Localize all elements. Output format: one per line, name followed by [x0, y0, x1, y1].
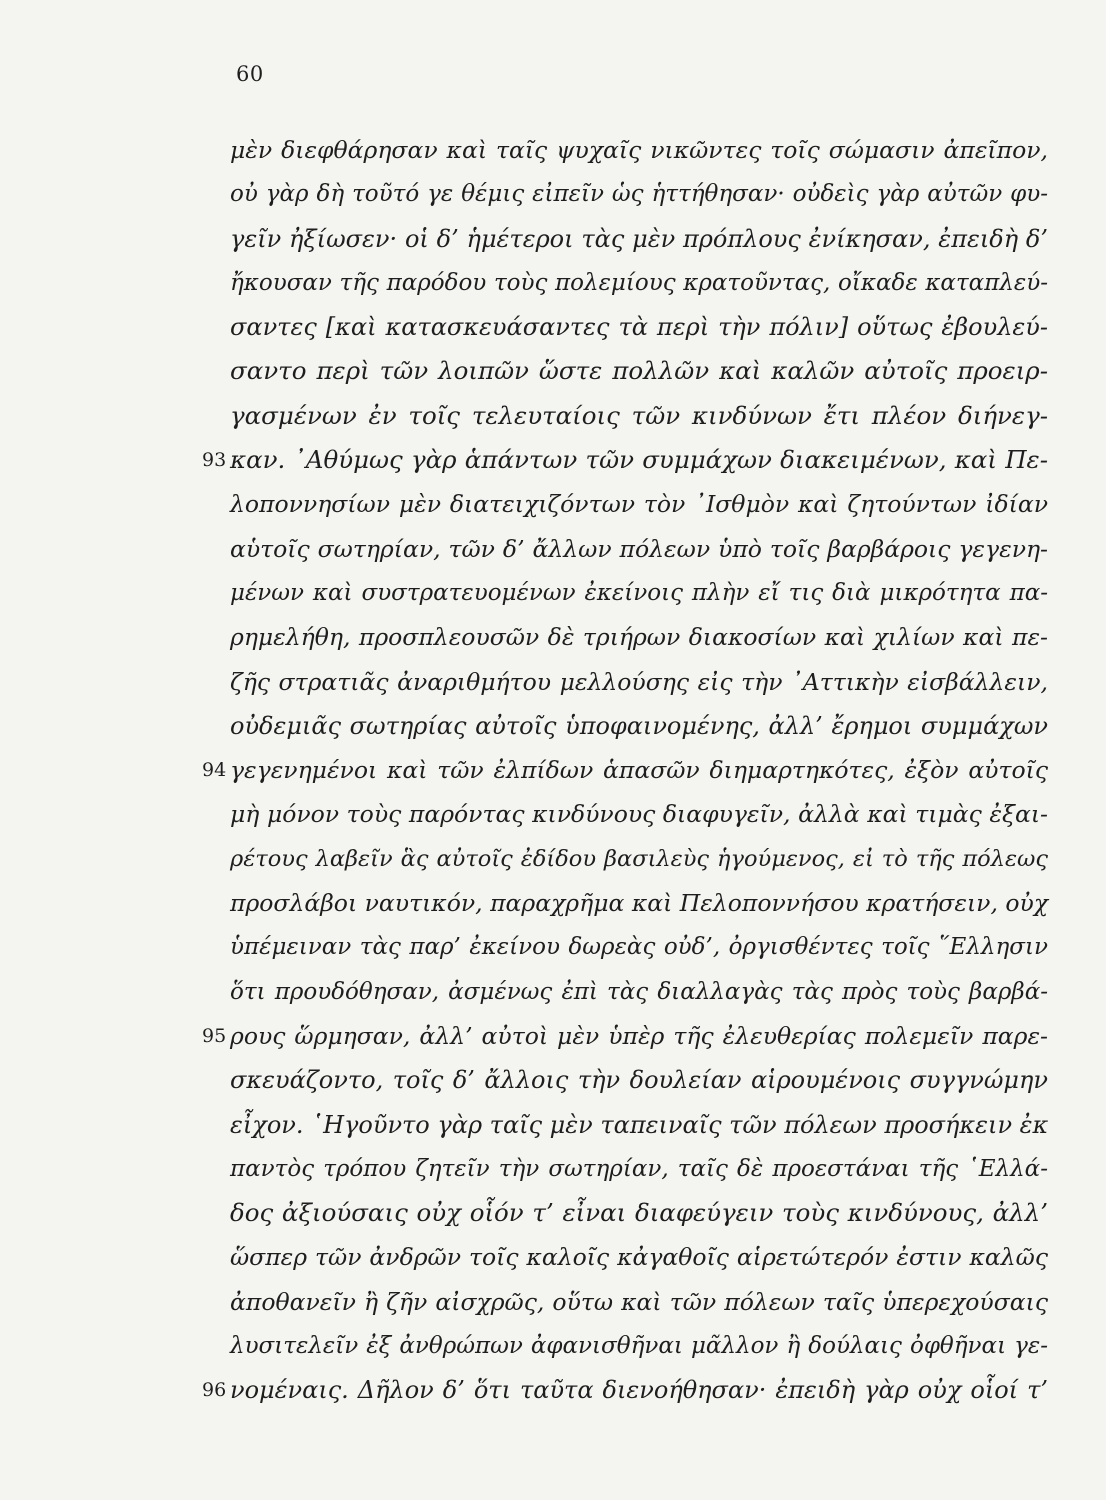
section-number: 93 — [202, 449, 227, 472]
text-line — [230, 615, 1048, 659]
text-line — [230, 925, 1048, 969]
text-line — [230, 527, 1048, 571]
line-text: σαντες [καὶ κατασκευάσαντες τὰ περὶ τὴν πόλιν] οὕτως ἐβουλεύ- — [230, 313, 1048, 342]
line-text: σκευάζοντο, τοῖς δ’ ἄλλοις τὴν δουλείαν αἱρουμένοις συγγνώμην — [230, 1066, 1048, 1095]
line-text: ὅτι προυδόθησαν, ἀσμένως ἐπὶ τὰς διαλλαγὰς τὰς πρὸς τοὺς βαρβά- — [230, 978, 1048, 1005]
line-text: μὲν διεφθάρησαν καὶ ταῖς ψυχαῖς νικῶντες τοῖς σώμασιν ἀπεῖπον, — [230, 136, 1048, 164]
line-text: αὑτοῖς σωτηρίαν, τῶν δ’ ἄλλων πόλεων ὑπὸ τοῖς βαρβάροις γεγενη- — [230, 534, 1048, 563]
line-text: καν. ᾿Αθύμως γὰρ ἁπάντων τῶν συμμάχων διακειμένων, καὶ Πε- — [230, 445, 1048, 475]
line-text: λοποννησίων μὲν διατειχιζόντων τὸν ᾿Ισθμὸν καὶ ζητούντων ἰδίαν — [230, 490, 1048, 519]
line-text: ρέτους λαβεῖν ἃς αὐτοῖς ἐδίδου βασιλεὺς ἡγούμενος, εἰ τὸ τῆς πόλεως — [230, 845, 1048, 872]
text-line — [230, 1191, 1048, 1235]
text-line — [230, 349, 1048, 393]
line-text: εἶχον. ῾Ηγοῦντο γὰρ ταῖς μὲν ταπειναῖς τῶν πόλεων προσήκειν ἐκ — [230, 1110, 1049, 1139]
text-line — [230, 1280, 1048, 1324]
text-line — [230, 128, 1048, 172]
line-text: προσλάβοι ναυτικόν, παραχρῆμα καὶ Πελοποννήσου κρατήσειν, οὐχ — [230, 889, 1049, 918]
text-line — [230, 394, 1048, 438]
text-line — [230, 1324, 1048, 1368]
text-line — [230, 261, 1048, 305]
section-number: 95 — [202, 1024, 227, 1047]
line-text: ὥσπερ τῶν ἀνδρῶν τοῖς καλοῖς κἀγαθοῖς αἱρετώτερόν ἐστιν καλῶς — [230, 1243, 1048, 1272]
line-text: γεῖν ἠξίωσεν· οἱ δ’ ἡμέτεροι τὰς μὲν πρόπλους ἐνίκησαν, ἐπειδὴ δ’ — [230, 224, 1048, 253]
text-line — [230, 172, 1048, 216]
line-text: γεγενημένοι καὶ τῶν ἐλπίδων ἁπασῶν διημαρτηκότες, ἐξὸν αὐτοῖς — [230, 756, 1048, 785]
text-line — [230, 217, 1048, 261]
text-line — [230, 1147, 1048, 1191]
text-line — [230, 660, 1048, 704]
line-text: λυσιτελεῖν ἐξ ἀνθρώπων ἀφανισθῆναι μᾶλλον ἢ δούλαις ὀφθῆναι γε- — [230, 1333, 1048, 1360]
line-text: παντὸς τρόπου ζητεῖν τὴν σωτηρίαν, ταῖς δὲ προεστάναι τῆς ῾Ελλά- — [230, 1155, 1048, 1182]
text-line — [230, 970, 1048, 1014]
line-text: σαντο περὶ τῶν λοιπῶν ὥστε πολλῶν καὶ καλῶν αὐτοῖς προειρ- — [230, 356, 1048, 386]
text-line — [230, 1235, 1048, 1279]
text-line — [230, 482, 1048, 526]
text-line — [202, 438, 1048, 482]
line-text: δος ἀξιούσαις οὐχ οἷόν τ’ εἶναι διαφεύγειν τοὺς κινδύνους, ἀλλ’ — [230, 1198, 1048, 1228]
section-number: 96 — [202, 1379, 227, 1402]
line-text: ρους ὥρμησαν, ἀλλ’ αὐτοὶ μὲν ὑπὲρ τῆς ἐλευθερίας πολεμεῖν παρε- — [230, 1021, 1048, 1050]
line-text: μένων καὶ συστρατευομένων ἐκείνοις πλὴν εἴ τις διὰ μικρότητα πα- — [230, 579, 1048, 606]
text-line — [230, 1103, 1048, 1147]
line-text: ὑπέμειναν τὰς παρ’ ἐκείνου δωρεὰς οὐδ’, ὀργισθέντες τοῖς ῞Ελλησιν — [230, 934, 1048, 961]
greek-text-body — [202, 128, 1049, 1413]
line-text: νομέναις. Δῆλον δ’ ὅτι ταῦτα διενοήθησαν· ἐπειδὴ γὰρ οὐχ οἷοί τ’ — [230, 1376, 1048, 1405]
text-line — [230, 1058, 1048, 1102]
line-text: γασμένων ἐν τοῖς τελευταίοις τῶν κινδύνων ἔτι πλέον διήνεγ- — [230, 400, 1048, 430]
text-line — [230, 837, 1048, 881]
line-text: οὐδεμιᾶς σωτηρίας αὐτοῖς ὑποφαινομένης, ἀλλ’ ἔρημοι συμμάχων — [230, 711, 1048, 740]
text-line — [202, 1368, 1048, 1412]
page-number: 60 — [236, 62, 264, 86]
text-line — [202, 748, 1048, 792]
line-text: ρημελήθη, προσπλεουσῶν δὲ τριήρων διακοσίων καὶ χιλίων καὶ πε- — [230, 623, 1048, 652]
line-text: ζῆς στρατιᾶς ἀναριθμήτου μελλούσης εἰς τὴν ᾿Αττικὴν εἰσβάλλειν, — [230, 667, 1048, 696]
section-number: 94 — [202, 759, 227, 782]
line-text: μὴ μόνον τοὺς παρόντας κινδύνους διαφυγεῖν, ἀλλὰ καὶ τιμὰς ἐξαι- — [230, 800, 1048, 829]
text-line — [230, 881, 1048, 925]
text-line — [230, 571, 1048, 615]
text-line — [230, 305, 1048, 349]
text-line — [230, 704, 1048, 748]
line-text: οὐ γὰρ δὴ τοῦτό γε θέμις εἰπεῖν ὡς ἡττήθησαν· οὐδεὶς γὰρ αὐτῶν φυ- — [230, 181, 1048, 208]
line-text: ἤκουσαν τῆς παρόδου τοὺς πολεμίους κρατοῦντας, οἴκαδε καταπλεύ- — [230, 269, 1048, 296]
text-line — [202, 1014, 1048, 1058]
line-text: ἀποθανεῖν ἢ ζῆν αἰσχρῶς, οὕτω καὶ τῶν πόλεων ταῖς ὑπερεχούσαις — [230, 1287, 1048, 1316]
text-line — [230, 792, 1048, 836]
